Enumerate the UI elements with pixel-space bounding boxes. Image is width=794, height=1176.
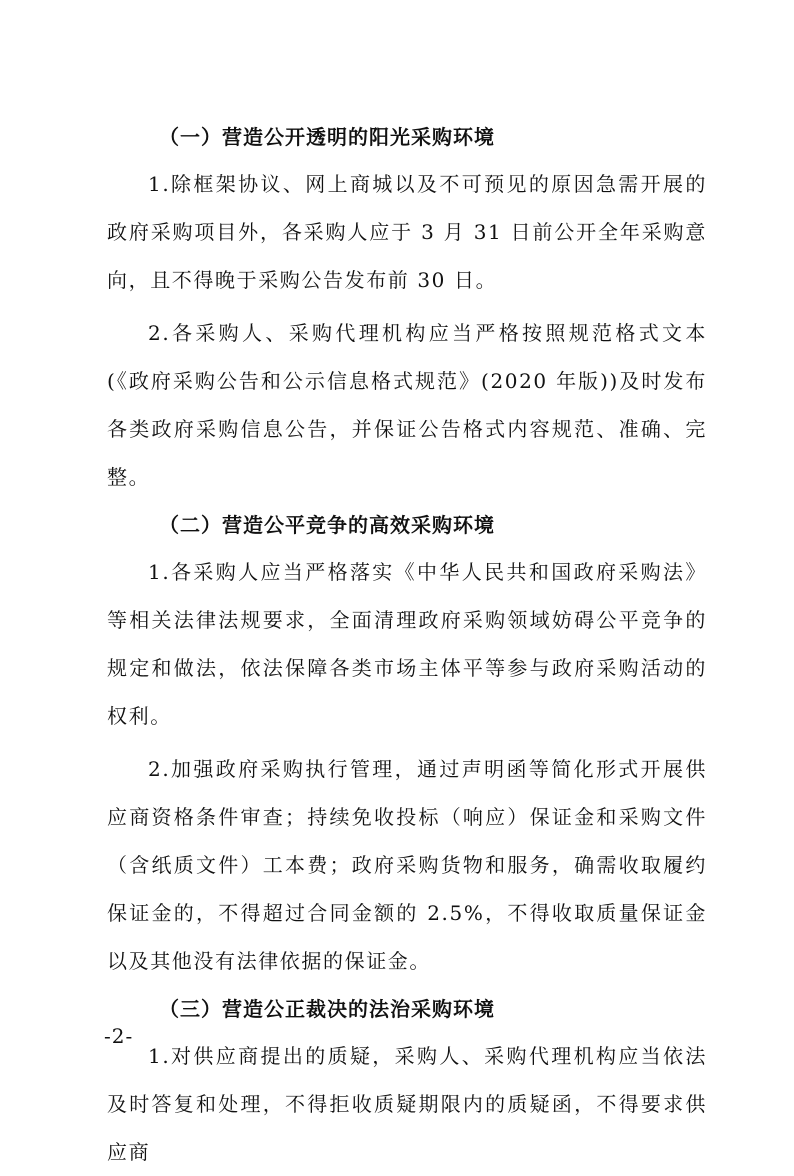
section-1-paragraph-2: 2.各采购人、采购代理机构应当严格按照规范格式文本(《政府采购公告和公示信息格式规范》(2020 年版))及时发布各类政府采购信息公告，并保证公告格式内容规范、准确、完整。 <box>107 321 707 489</box>
page-number: -2- <box>104 1024 134 1048</box>
section-2-paragraph-2: 2.加强政府采购执行管理，通过声明函等简化形式开展供应商资格条件审查；持续免收投标（响应）保证金和采购文件（含纸质文件）工本费；政府采购货物和服务，确需收取履约保证金的，不得超过合同金额的 2.5%，不得收取质量保证金以及其他没有法律依据的保证金。 <box>107 757 707 973</box>
section-1-paragraph-1: 1.除框架协议、网上商城以及不可预见的原因急需开展的政府采购项目外，各采购人应于 3 月 31 日前公开全年采购意向，且不得晚于采购公告发布前 30 日。 <box>107 172 707 292</box>
section-3-paragraph-1: 1.对供应商提出的质疑，采购人、采购代理机构应当依法及时答复和处理，不得拒收质疑期限内的质疑函，不得要求供应商 <box>107 1044 707 1164</box>
document-body <box>107 117 707 1176</box>
section-heading-1: （一）营造公开透明的阳光采购环境 <box>159 125 495 149</box>
section-heading-2: （二）营造公平竞争的高效采购环境 <box>159 513 495 537</box>
section-heading-3: （三）营造公正裁决的法治采购环境 <box>159 997 495 1021</box>
section-2-paragraph-1: 1.各采购人应当严格落实《中华人民共和国政府采购法》等相关法律法规要求，全面清理政府采购领域妨碍公平竞争的规定和做法，依法保障各类市场主体平等参与政府采购活动的权利。 <box>107 560 707 728</box>
